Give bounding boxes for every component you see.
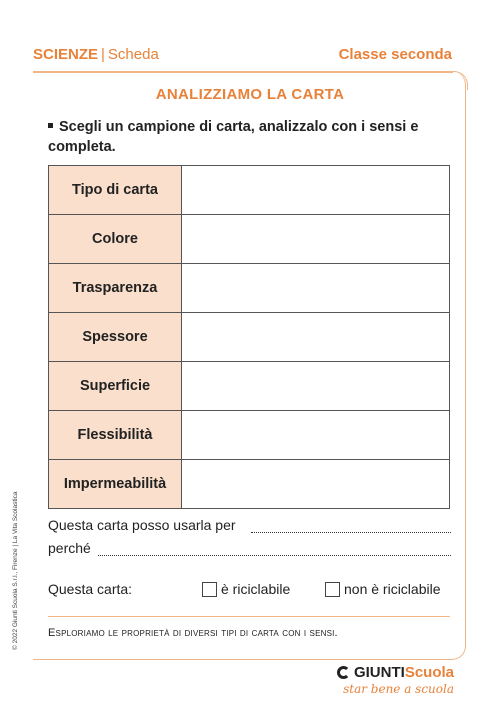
row-label-waterproofness: Impermeabilità <box>49 460 182 509</box>
worksheet-frame-top <box>33 71 453 73</box>
table-row <box>49 313 450 362</box>
recycle-prompt: Questa carta: <box>48 581 133 597</box>
subject-label: SCIENZE <box>33 46 99 63</box>
recycle-question <box>48 581 458 597</box>
use-prompt: Questa carta posso usarla per <box>48 517 236 533</box>
row-label-paper-type: Tipo di carta <box>49 166 182 215</box>
row-label-thickness: Spessore <box>49 313 182 362</box>
why-prompt: perché <box>48 540 91 556</box>
header-separator: | <box>101 46 105 63</box>
why-answer-line[interactable] <box>98 555 451 556</box>
table-row <box>49 215 450 264</box>
publisher-logo <box>337 664 454 696</box>
answer-cell-waterproofness[interactable] <box>182 460 450 509</box>
footer-divider <box>48 616 450 617</box>
checkbox-not-recyclable[interactable] <box>325 582 340 597</box>
properties-table <box>48 165 450 509</box>
answer-cell-color[interactable] <box>182 215 450 264</box>
bullet-icon <box>48 123 53 128</box>
use-answer-line[interactable] <box>251 532 451 533</box>
table-row <box>49 411 450 460</box>
not-recyclable-option[interactable] <box>325 581 441 598</box>
recyclable-option[interactable] <box>202 581 290 598</box>
row-label-surface: Superficie <box>49 362 182 411</box>
table-row <box>49 264 450 313</box>
table-row <box>49 460 450 509</box>
answer-cell-paper-type[interactable] <box>182 166 450 215</box>
copyright-notice: © 2022 Giunti Scuola S.r.l., Firenze | La Vita Scolastica <box>12 491 19 650</box>
logo-tagline: star bene a scuola <box>343 682 454 696</box>
class-label: Classe seconda <box>338 46 452 63</box>
footer-note: Esploriamo le proprietà di diversi tipi di carta con i sensi. <box>48 627 338 639</box>
logo-brand <box>337 664 454 681</box>
row-label-transparency: Trasparenza <box>49 264 182 313</box>
logo-brand-accent: Scuola <box>404 664 454 681</box>
worksheet-title: ANALIZZIAMO LA CARTA <box>155 86 345 103</box>
sheet-kind-label: Scheda <box>107 46 159 63</box>
answer-cell-surface[interactable] <box>182 362 450 411</box>
instruction-text: Scegli un campione di carta, analizzalo con i sensi e completa. <box>48 119 419 155</box>
answer-cell-thickness[interactable] <box>182 313 450 362</box>
giunti-g-icon <box>337 666 350 679</box>
recyclable-label: è riciclabile <box>221 581 291 597</box>
checkbox-recyclable[interactable] <box>202 582 217 597</box>
table-row <box>49 166 450 215</box>
logo-brand-main: GIUNTI <box>353 664 405 681</box>
table-row <box>49 362 450 411</box>
instruction <box>48 117 448 157</box>
row-label-color: Colore <box>49 215 182 264</box>
answer-cell-flexibility[interactable] <box>182 411 450 460</box>
row-label-flexibility: Flessibilità <box>49 411 182 460</box>
not-recyclable-label: non è riciclabile <box>344 581 441 597</box>
answer-cell-transparency[interactable] <box>182 264 450 313</box>
header-subject-line <box>33 46 159 63</box>
